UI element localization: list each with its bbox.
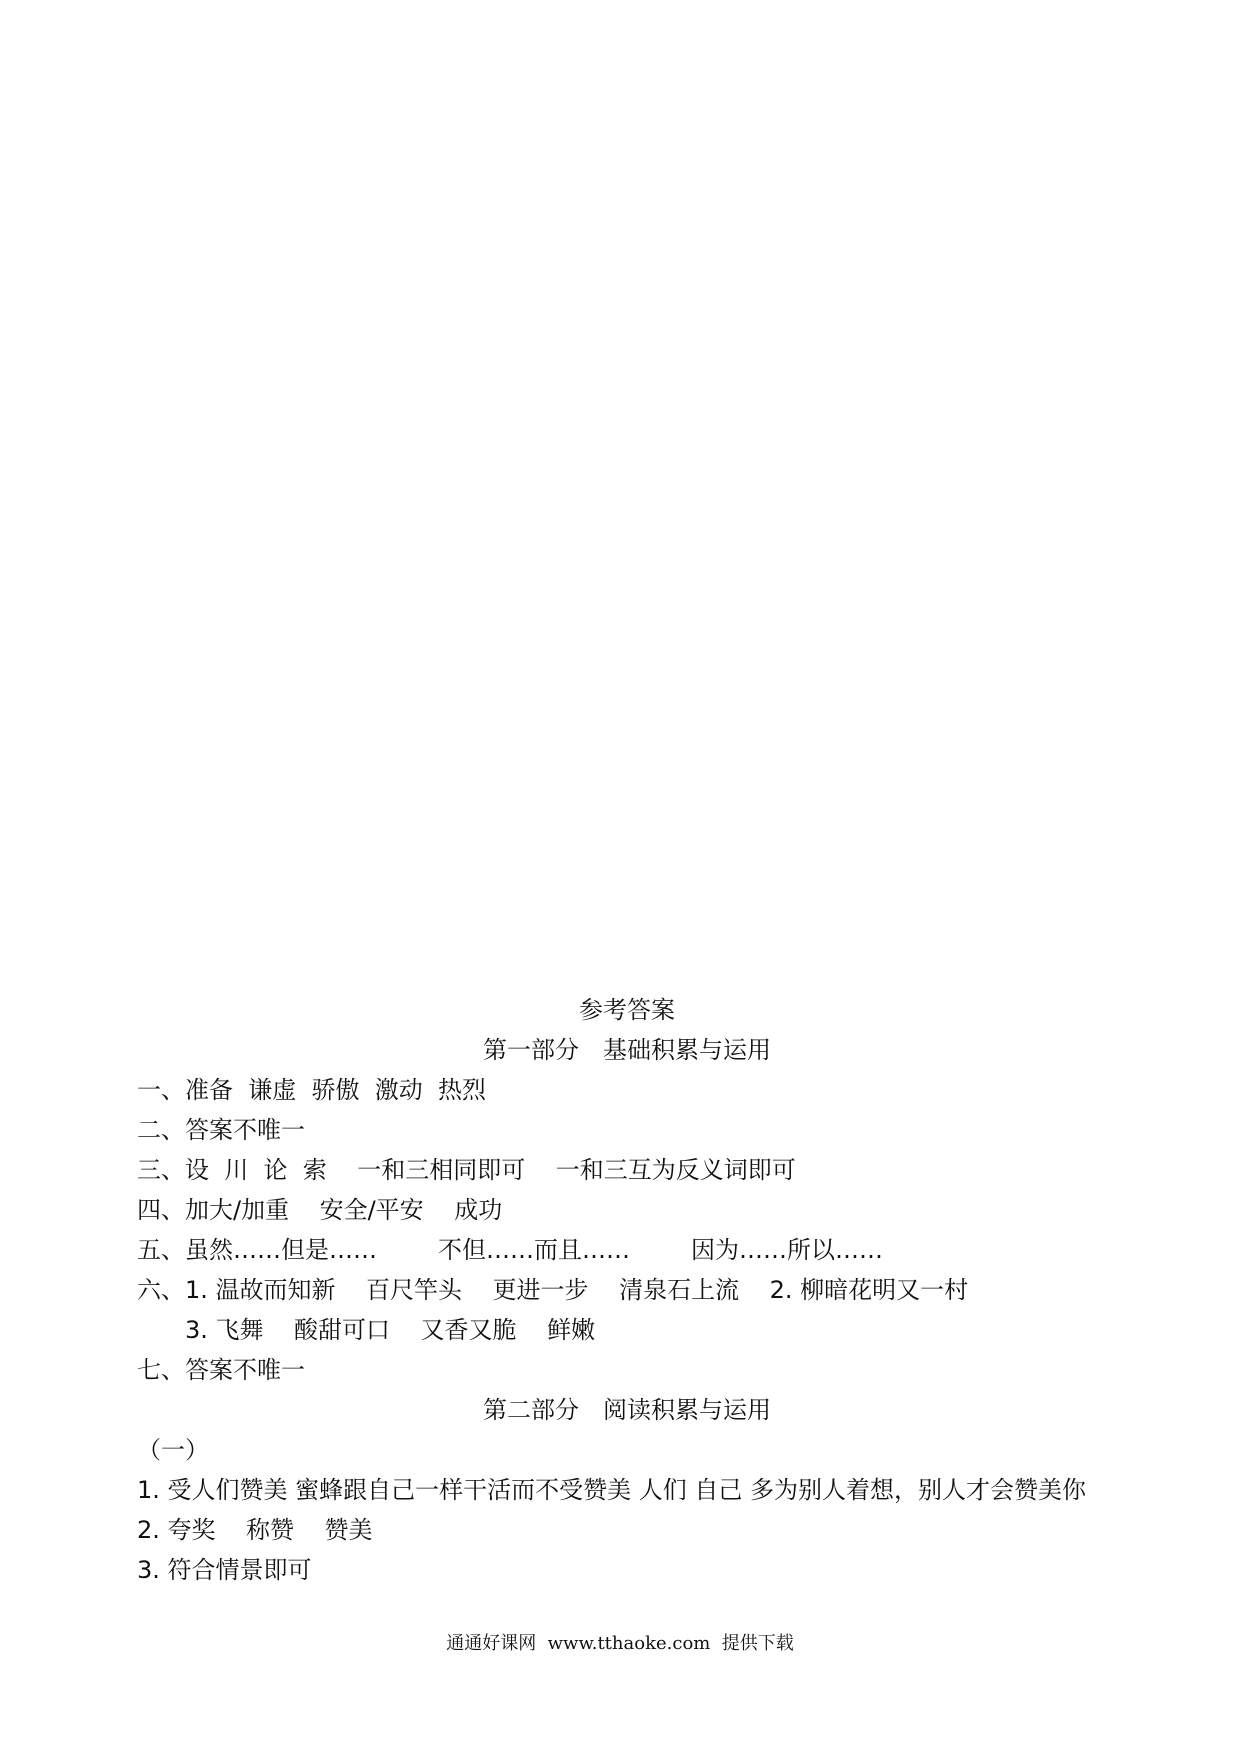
answer-line-1: 一、准备 谦虚 骄傲 激动 热烈 bbox=[137, 1076, 487, 1104]
document-title: 参考答案 bbox=[579, 996, 675, 1024]
answer-line-2: 二、答案不唯一 bbox=[137, 1116, 305, 1144]
answer-line-4: 四、加大/加重 安全/平安 成功 bbox=[137, 1196, 503, 1224]
part1-heading: 第一部分 基础积累与运用 bbox=[483, 1036, 771, 1064]
answer-line-6: 六、1. 温故而知新 百尺竿头 更进一步 清泉石上流 2. 柳暗花明又一村 bbox=[137, 1276, 969, 1304]
answer-line-3: 三、设 川 论 索 一和三相同即可 一和三互为反义词即可 bbox=[137, 1156, 796, 1184]
reading-answer-1: 1. 受人们赞美 蜜蜂跟自己一样干活而不受赞美 人们 自己 多为别人着想，别人才会赞美你 bbox=[137, 1476, 1087, 1504]
answer-key bbox=[137, 990, 1117, 1590]
answer-line-7: 七、答案不唯一 bbox=[137, 1356, 305, 1384]
part2-heading: 第二部分 阅读积累与运用 bbox=[483, 1396, 771, 1424]
reading-answer-2: 2. 夸奖 称赞 赞美 bbox=[137, 1516, 373, 1544]
download-footer: 通通好课网 www.tthaoke.com 提供下载 bbox=[446, 1633, 794, 1654]
reading-answer-3: 3. 符合情景即可 bbox=[137, 1556, 312, 1584]
answer-line-5: 五、虽然……但是…… 不但……而且…… 因为……所以…… bbox=[137, 1236, 884, 1264]
answer-line-6-continued: 3. 飞舞 酸甜可口 又香又脆 鲜嫩 bbox=[185, 1316, 596, 1344]
reading-section-label: （一） bbox=[137, 1436, 209, 1464]
